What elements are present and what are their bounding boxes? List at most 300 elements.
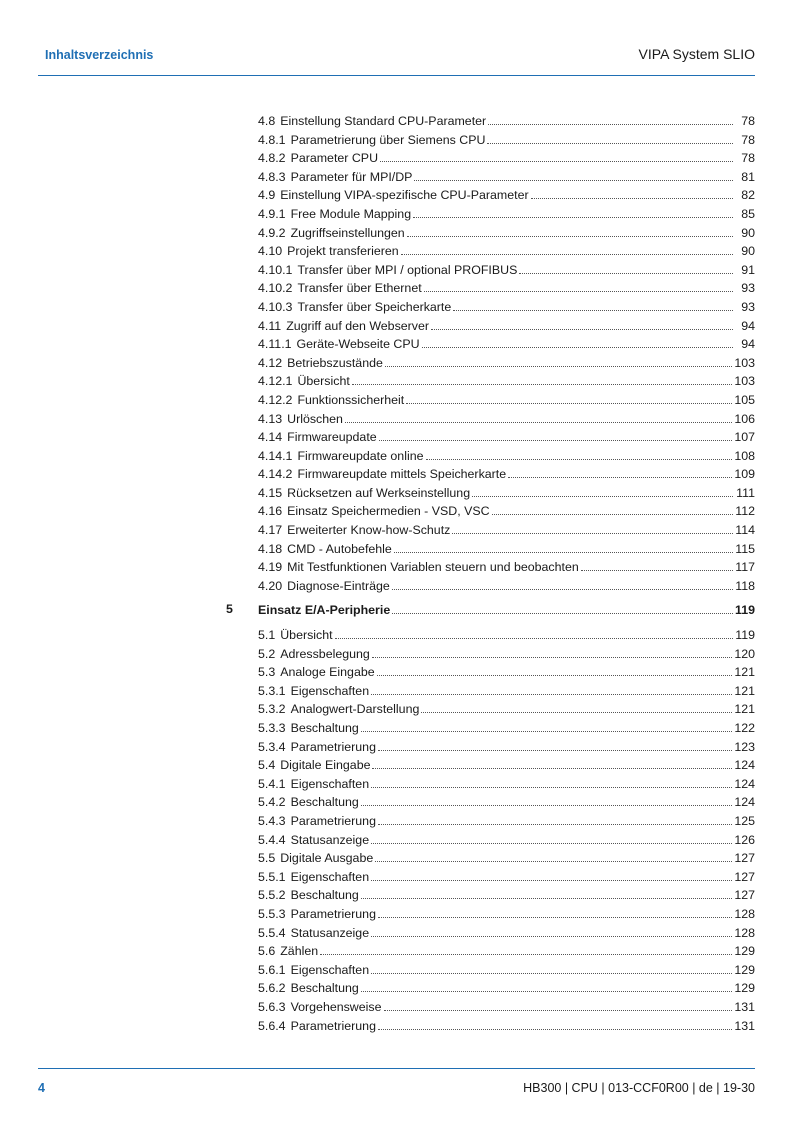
toc-page-number: 124 bbox=[734, 795, 755, 810]
toc-page-number: 90 bbox=[741, 244, 755, 259]
toc-section-title: Digitale Ausgabe bbox=[280, 851, 374, 866]
toc-entry-line bbox=[258, 297, 755, 317]
toc-page-number: 106 bbox=[734, 411, 755, 426]
toc-section-title: CMD - Autobefehle bbox=[287, 541, 392, 556]
toc-section-title: Adressbelegung bbox=[280, 646, 370, 661]
toc-entry-line bbox=[258, 997, 755, 1017]
toc-section-title: Statusanzeige bbox=[290, 832, 370, 847]
toc-entry[interactable] bbox=[0, 830, 793, 849]
dot-leader bbox=[380, 148, 733, 162]
toc-section-title: Beschaltung bbox=[290, 888, 359, 903]
toc-entry-line bbox=[258, 390, 755, 410]
toc-entry[interactable] bbox=[0, 185, 793, 204]
dot-leader bbox=[375, 848, 732, 862]
dot-leader bbox=[424, 278, 733, 292]
toc-section-number: 4.12.2 bbox=[258, 392, 293, 407]
dot-leader bbox=[378, 904, 732, 918]
toc-entry-line bbox=[258, 241, 755, 261]
dot-leader bbox=[377, 662, 733, 676]
toc-page-number: 78 bbox=[741, 151, 755, 166]
toc-section-number: 4.10 bbox=[258, 244, 283, 259]
toc-entry[interactable] bbox=[0, 792, 793, 811]
toc-section-number: 5.5 bbox=[258, 851, 276, 866]
toc-section-title: Einstellung VIPA-spezifische CPU-Parameter bbox=[280, 188, 529, 203]
toc-entry-line bbox=[258, 260, 755, 280]
toc-entry[interactable] bbox=[0, 941, 793, 960]
dot-leader bbox=[488, 111, 733, 125]
toc-entry[interactable] bbox=[0, 539, 793, 558]
dot-leader bbox=[394, 539, 733, 553]
dot-leader bbox=[372, 644, 733, 658]
toc-entry-line bbox=[258, 185, 755, 205]
toc-page-number: 125 bbox=[734, 813, 755, 828]
toc-section-number: 4.20 bbox=[258, 578, 283, 593]
toc-entry[interactable] bbox=[0, 334, 793, 353]
toc-section-title: Projekt transferieren bbox=[287, 244, 399, 259]
toc-page-number: 129 bbox=[734, 944, 755, 959]
toc-entry[interactable] bbox=[0, 167, 793, 186]
toc-entry[interactable] bbox=[0, 1016, 793, 1035]
toc-entry[interactable] bbox=[0, 997, 793, 1016]
toc-section-title: Free Module Mapping bbox=[290, 206, 412, 221]
toc-entry-line bbox=[258, 941, 755, 961]
dot-leader bbox=[421, 699, 732, 713]
toc-entry-line bbox=[258, 557, 755, 577]
toc-section-title: Parametrierung über Siemens CPU bbox=[290, 132, 486, 147]
toc-entry-line bbox=[258, 885, 755, 905]
dot-leader bbox=[581, 557, 733, 571]
toc-section-number: 4.8.2 bbox=[258, 151, 286, 166]
toc-page-number: 103 bbox=[734, 374, 755, 389]
toc-entry[interactable] bbox=[0, 353, 793, 372]
toc-entry-line bbox=[258, 409, 755, 429]
dot-leader bbox=[519, 260, 733, 274]
dot-leader bbox=[361, 792, 733, 806]
toc-entry-line bbox=[258, 923, 755, 943]
toc-entry-line bbox=[258, 699, 755, 719]
toc-section-number: 4.14.1 bbox=[258, 448, 293, 463]
toc-entry-line bbox=[258, 427, 755, 447]
toc-page-number: 131 bbox=[734, 999, 755, 1014]
toc-entry[interactable] bbox=[0, 204, 793, 223]
toc-section-title: Eigenschaften bbox=[290, 869, 370, 884]
toc-entry[interactable] bbox=[0, 409, 793, 428]
toc-section-title: Übersicht bbox=[280, 628, 333, 643]
toc-section-title: Parametrierung bbox=[290, 739, 376, 754]
toc-section-title: Zugriffseinstellungen bbox=[290, 225, 405, 240]
toc-section-number: 5.3.1 bbox=[258, 683, 286, 698]
toc-entry[interactable] bbox=[0, 662, 793, 681]
toc-section-title: Parameter CPU bbox=[290, 151, 379, 166]
toc-page-number: 111 bbox=[736, 485, 755, 500]
toc-page-number: 114 bbox=[735, 523, 755, 538]
toc-page-number: 103 bbox=[734, 355, 755, 370]
toc-page-number: 127 bbox=[734, 851, 755, 866]
toc-page-number: 118 bbox=[735, 578, 755, 593]
toc-section-number: 4.12.1 bbox=[258, 374, 293, 389]
toc-page-number: 127 bbox=[734, 869, 755, 884]
toc-page-number: 117 bbox=[735, 560, 755, 575]
toc-section-title: Übersicht bbox=[297, 374, 350, 389]
toc-entry[interactable] bbox=[0, 446, 793, 465]
toc-entry-line bbox=[258, 148, 755, 168]
toc-entry-line bbox=[258, 978, 755, 998]
toc-entry[interactable] bbox=[0, 111, 793, 130]
toc-section-title: Firmwareupdate mittels Speicherkarte bbox=[297, 467, 507, 482]
dot-leader bbox=[422, 334, 733, 348]
toc-section-number: 4.8.3 bbox=[258, 169, 286, 184]
toc-section-title: Analogwert-Darstellung bbox=[290, 702, 420, 717]
dot-leader bbox=[378, 1016, 732, 1030]
dot-leader bbox=[406, 390, 732, 404]
dot-leader bbox=[378, 811, 732, 825]
toc-page-number: 131 bbox=[734, 1018, 755, 1033]
toc-section-number: 5.3.3 bbox=[258, 721, 286, 735]
toc-entry-line bbox=[258, 718, 755, 738]
toc-section-number: 4.9.1 bbox=[258, 206, 286, 221]
toc-section-number: 5.5.3 bbox=[258, 906, 286, 921]
toc-section-number: 4.12 bbox=[258, 355, 283, 370]
toc-page-number: 123 bbox=[734, 739, 755, 754]
toc-section-title: Diagnose-Einträge bbox=[287, 578, 390, 593]
toc-section-number: 5.4 bbox=[258, 758, 276, 773]
dot-leader bbox=[401, 241, 733, 255]
toc-section-title: Beschaltung bbox=[290, 721, 359, 735]
toc-entry[interactable] bbox=[0, 557, 793, 576]
toc-entry[interactable] bbox=[0, 644, 793, 663]
toc-section-number: 4.9 bbox=[258, 188, 276, 203]
toc-page-number: 126 bbox=[734, 832, 755, 847]
toc-page-number: 105 bbox=[734, 392, 755, 407]
toc-entry-line bbox=[258, 811, 755, 831]
toc-section-number: 4.8.1 bbox=[258, 132, 286, 147]
dot-leader bbox=[407, 223, 733, 237]
toc-page-number: 121 bbox=[734, 665, 755, 680]
toc-entry-line bbox=[258, 539, 755, 559]
toc-entry[interactable] bbox=[0, 427, 793, 446]
dot-leader bbox=[352, 371, 733, 385]
toc-section-number: 4.18 bbox=[258, 541, 283, 556]
dot-leader bbox=[426, 446, 733, 460]
dot-leader bbox=[371, 830, 732, 844]
toc-section-title: Parametrierung bbox=[290, 1018, 376, 1033]
dot-leader bbox=[361, 978, 733, 992]
toc-entry-line bbox=[258, 446, 755, 466]
toc-entry-line bbox=[258, 662, 755, 682]
toc-entry[interactable] bbox=[0, 699, 793, 718]
toc-section-number: 5.5.1 bbox=[258, 869, 286, 884]
toc-section-title: Einsatz Speichermedien - VSD, VSC bbox=[287, 504, 490, 519]
toc-section-title: Eigenschaften bbox=[290, 776, 370, 791]
dot-leader bbox=[452, 520, 733, 534]
toc-entry-line bbox=[258, 960, 755, 980]
toc-page-number: 107 bbox=[734, 430, 755, 445]
toc-entry[interactable] bbox=[0, 978, 793, 997]
dot-leader bbox=[361, 885, 733, 899]
dot-leader bbox=[392, 600, 733, 614]
toc-entry[interactable] bbox=[0, 390, 793, 409]
toc-entry-line bbox=[258, 867, 755, 887]
dot-leader bbox=[384, 997, 733, 1011]
toc-section-title: Eigenschaften bbox=[290, 962, 370, 977]
toc-section-number: 5.5.4 bbox=[258, 925, 286, 940]
toc-section-number: 5.6.4 bbox=[258, 1018, 286, 1033]
toc-section-number: 5.4.3 bbox=[258, 813, 286, 828]
toc-page-number: 109 bbox=[734, 467, 755, 482]
toc-entry[interactable] bbox=[0, 625, 793, 644]
dot-leader bbox=[379, 427, 733, 441]
toc-page-number: 119 bbox=[735, 603, 755, 618]
toc-entry[interactable] bbox=[0, 960, 793, 979]
toc-entry-line bbox=[258, 501, 755, 521]
toc-section-title: Urlöschen bbox=[287, 411, 343, 426]
toc-page-number: 93 bbox=[741, 281, 755, 296]
dot-leader bbox=[413, 204, 733, 218]
toc-section-number: 5.6 bbox=[258, 944, 276, 959]
toc-section-number: 4.10.3 bbox=[258, 299, 293, 314]
toc-entry[interactable] bbox=[0, 501, 793, 520]
toc-section-title: Parameter für MPI/DP bbox=[290, 169, 413, 184]
toc-page-number: 124 bbox=[734, 758, 755, 773]
toc-section-number: 4.19 bbox=[258, 560, 283, 575]
toc-entry-line bbox=[258, 600, 755, 620]
toc-page-number: 82 bbox=[741, 188, 755, 203]
dot-leader bbox=[345, 409, 732, 423]
toc-page-number: 127 bbox=[734, 888, 755, 903]
toc-page-number: 129 bbox=[734, 962, 755, 977]
toc-section-number: 5.3 bbox=[258, 665, 276, 680]
toc-section-title: Betriebszustände bbox=[287, 355, 383, 370]
toc-entry[interactable] bbox=[0, 520, 793, 539]
header-divider bbox=[38, 75, 755, 76]
toc-section-number: 5.4.2 bbox=[258, 795, 286, 810]
toc-page-number: 122 bbox=[734, 721, 755, 735]
toc-page-number: 78 bbox=[741, 132, 755, 147]
toc-entry-line bbox=[258, 278, 755, 298]
dot-leader bbox=[371, 923, 732, 937]
dot-leader bbox=[531, 185, 733, 199]
dot-leader bbox=[508, 464, 732, 478]
toc-page-number: 93 bbox=[741, 299, 755, 314]
toc-entry-line bbox=[258, 644, 755, 664]
dot-leader bbox=[371, 681, 732, 695]
toc-entry-line bbox=[258, 848, 755, 868]
dot-leader bbox=[385, 353, 732, 367]
toc-section-number: 4.14 bbox=[258, 430, 283, 445]
toc-entry[interactable] bbox=[0, 483, 793, 502]
toc-section-title: Zählen bbox=[280, 944, 319, 959]
toc-section-number: 4.15 bbox=[258, 485, 283, 500]
toc-page-number: 121 bbox=[734, 702, 755, 717]
toc-entry[interactable] bbox=[0, 904, 793, 923]
toc-entry[interactable] bbox=[0, 130, 793, 149]
toc-entry[interactable] bbox=[0, 223, 793, 242]
running-header-section: Inhaltsverzeichnis bbox=[45, 48, 154, 62]
toc-entry-line bbox=[258, 576, 755, 596]
toc-section-number: 4.17 bbox=[258, 523, 283, 538]
toc-page-number: 94 bbox=[741, 337, 755, 352]
toc-page-number: 124 bbox=[734, 776, 755, 791]
toc-entry-line bbox=[258, 334, 755, 354]
toc-page-number: 78 bbox=[741, 114, 755, 128]
footer-divider bbox=[38, 1068, 755, 1069]
toc-section-title: Beschaltung bbox=[290, 795, 359, 810]
toc-section-number: 5.6.3 bbox=[258, 999, 286, 1014]
toc-section-title: Einstellung Standard CPU-Parameter bbox=[280, 114, 487, 128]
running-header-product: VIPA System SLIO bbox=[638, 46, 755, 62]
toc-section-title: Parametrierung bbox=[290, 906, 376, 921]
toc-entry-line bbox=[258, 774, 755, 794]
toc-section-number: 5.3.4 bbox=[258, 739, 286, 754]
toc-section-number: 4.14.2 bbox=[258, 467, 293, 482]
toc-entry-line bbox=[258, 1016, 755, 1036]
toc-entry[interactable] bbox=[0, 867, 793, 886]
toc-section-number: 4.11 bbox=[258, 318, 282, 333]
dot-leader bbox=[392, 576, 733, 590]
toc-section-number: 5.6.1 bbox=[258, 962, 286, 977]
toc-section-number: 4.10.1 bbox=[258, 262, 293, 277]
toc-page-number: 81 bbox=[741, 169, 755, 184]
toc-section-number: 5.4.1 bbox=[258, 776, 286, 791]
document-info: HB300 | CPU | 013-CCF0R00 | de | 19-30 bbox=[523, 1081, 755, 1095]
toc-page-number: 121 bbox=[734, 683, 755, 698]
dot-leader bbox=[492, 501, 733, 515]
toc-section-title: Vorgehensweise bbox=[290, 999, 382, 1014]
toc-section-title: Beschaltung bbox=[290, 981, 359, 996]
toc-entry-line bbox=[258, 111, 755, 131]
toc-entry-line bbox=[258, 520, 755, 540]
toc-section-title: Firmwareupdate online bbox=[297, 448, 424, 463]
toc-entry-line bbox=[258, 737, 755, 757]
toc-entry[interactable] bbox=[0, 885, 793, 904]
toc-section-title: Geräte-Webseite CPU bbox=[296, 337, 420, 352]
dot-leader bbox=[431, 316, 733, 330]
toc-entry[interactable] bbox=[0, 923, 793, 942]
dot-leader bbox=[371, 774, 732, 788]
toc-entry[interactable] bbox=[0, 811, 793, 830]
toc-entry-line bbox=[258, 830, 755, 850]
toc-entry[interactable] bbox=[0, 755, 793, 774]
dot-leader bbox=[335, 625, 733, 639]
toc-entry[interactable] bbox=[0, 278, 793, 297]
dot-leader bbox=[320, 941, 732, 955]
toc-section-title: Transfer über Speicherkarte bbox=[297, 299, 452, 314]
toc-page-number: 91 bbox=[741, 262, 755, 277]
dot-leader bbox=[371, 960, 732, 974]
dot-leader bbox=[453, 297, 733, 311]
toc-page-number: 90 bbox=[741, 225, 755, 240]
toc-page-number: 128 bbox=[734, 906, 755, 921]
table-of-contents bbox=[0, 111, 793, 1034]
toc-entry-line bbox=[258, 353, 755, 373]
toc-section-number: 5.4.4 bbox=[258, 832, 286, 847]
toc-section-title: Eigenschaften bbox=[290, 683, 370, 698]
toc-section-number: 4.13 bbox=[258, 411, 283, 426]
toc-entry[interactable] bbox=[0, 297, 793, 316]
toc-section-number: 5.6.2 bbox=[258, 981, 286, 996]
toc-entry-line bbox=[258, 316, 755, 336]
toc-section-title: Statusanzeige bbox=[290, 925, 370, 940]
toc-section-title: Mit Testfunktionen Variablen steuern und beobachten bbox=[287, 560, 579, 575]
dot-leader bbox=[371, 867, 732, 881]
toc-section-number: 4.11.1 bbox=[258, 337, 292, 352]
toc-entry-line bbox=[258, 681, 755, 701]
toc-chapter-entry[interactable] bbox=[0, 600, 793, 619]
dot-leader bbox=[372, 755, 732, 769]
toc-section-number: 4.16 bbox=[258, 504, 283, 519]
toc-section-number: 4.8 bbox=[258, 114, 276, 128]
toc-section-number: 4.9.2 bbox=[258, 225, 286, 240]
toc-entry-line bbox=[258, 223, 755, 243]
toc-entry-line bbox=[258, 792, 755, 812]
toc-section-number: 5.1 bbox=[258, 628, 276, 643]
toc-entry[interactable] bbox=[0, 737, 793, 756]
toc-entry[interactable] bbox=[0, 774, 793, 793]
dot-leader bbox=[414, 167, 733, 181]
toc-page-number: 115 bbox=[735, 541, 755, 556]
dot-leader bbox=[472, 483, 733, 497]
toc-entry-line bbox=[258, 904, 755, 924]
toc-page-number: 120 bbox=[734, 646, 755, 661]
toc-section-title: Parametrierung bbox=[290, 813, 376, 828]
toc-page-number: 94 bbox=[741, 318, 755, 333]
toc-section-number: 5.2 bbox=[258, 646, 276, 661]
toc-section-title: Transfer über Ethernet bbox=[297, 281, 422, 296]
toc-entry[interactable] bbox=[0, 241, 793, 260]
toc-entry-line bbox=[258, 130, 755, 150]
toc-entry-line bbox=[258, 755, 755, 775]
toc-entry[interactable] bbox=[0, 260, 793, 279]
toc-section-number: 4.10.2 bbox=[258, 281, 293, 296]
toc-section-title: Digitale Eingabe bbox=[280, 758, 371, 773]
dot-leader bbox=[378, 737, 732, 751]
toc-section-title: Rücksetzen auf Werkseinstellung bbox=[287, 485, 471, 500]
toc-entry[interactable] bbox=[0, 148, 793, 167]
toc-entry-line bbox=[258, 625, 755, 645]
dot-leader bbox=[487, 130, 733, 144]
toc-page-number: 128 bbox=[734, 925, 755, 940]
toc-section-title: Erweiterter Know-how-Schutz bbox=[287, 523, 451, 538]
toc-entry[interactable] bbox=[0, 848, 793, 867]
toc-entry[interactable] bbox=[0, 681, 793, 700]
toc-page-number: 112 bbox=[735, 504, 755, 519]
toc-entry[interactable] bbox=[0, 464, 793, 483]
toc-section-number: 5.5.2 bbox=[258, 888, 286, 903]
toc-entry-line bbox=[258, 371, 755, 391]
toc-entry-line bbox=[258, 167, 755, 187]
toc-section-title: Transfer über MPI / optional PROFIBUS bbox=[297, 262, 518, 277]
toc-entry[interactable] bbox=[0, 316, 793, 335]
toc-entry-line bbox=[258, 483, 755, 503]
toc-section-title: Funktionssicherheit bbox=[297, 392, 405, 407]
toc-section-title: Analoge Eingabe bbox=[280, 665, 375, 680]
toc-section-number: 5.3.2 bbox=[258, 702, 286, 717]
toc-page-number: 85 bbox=[741, 206, 755, 221]
dot-leader bbox=[361, 718, 733, 732]
toc-entry-line bbox=[258, 464, 755, 484]
page-number: 4 bbox=[38, 1081, 45, 1095]
toc-page-number: 119 bbox=[735, 628, 755, 643]
toc-chapter-number: 5 bbox=[226, 602, 233, 617]
toc-page-number: 108 bbox=[734, 448, 755, 463]
toc-entry[interactable] bbox=[0, 371, 793, 390]
toc-entry[interactable] bbox=[0, 576, 793, 595]
toc-page-number: 129 bbox=[734, 981, 755, 996]
toc-section-title: Einsatz E/A-Peripherie bbox=[258, 603, 391, 618]
toc-section-title: Firmwareupdate bbox=[287, 430, 377, 445]
toc-entry[interactable] bbox=[0, 718, 793, 737]
toc-entry-line bbox=[258, 204, 755, 224]
